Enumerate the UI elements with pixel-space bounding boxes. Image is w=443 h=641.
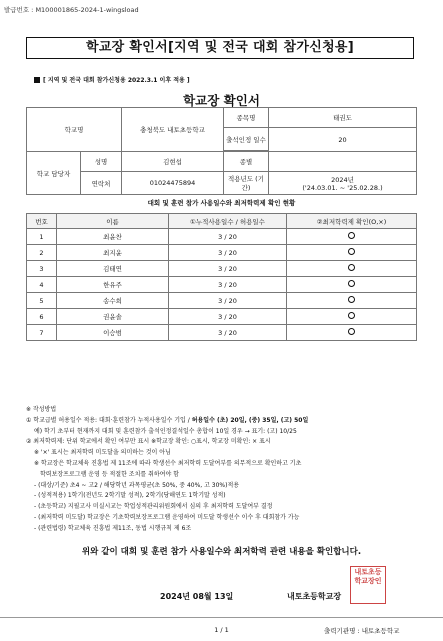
contact-label: 연락처 (81, 172, 122, 195)
issue-date: 2024년 08월 13일 (160, 592, 234, 601)
circle-icon (348, 280, 356, 288)
name-value: 김현섭 (122, 152, 224, 172)
row-check (287, 245, 417, 261)
footer-divider (0, 617, 443, 618)
row-days: 3 / 20 (169, 229, 287, 245)
row-no: 6 (27, 309, 57, 325)
circle-icon (348, 264, 356, 272)
square-bullet-icon (34, 77, 40, 83)
row-no: 2 (27, 245, 57, 261)
page-number: 1 / 1 (214, 626, 229, 634)
table-row (27, 325, 417, 341)
notes-header: ※ 작성방법 (26, 406, 57, 413)
circle-icon (348, 232, 356, 240)
contact-value: 01024475894 (122, 172, 224, 195)
notes-line: - (최저학력 미도달) 학교장은 기초학력보장프로그램 운영하여 미도달 학생선수 이수 후 대회참가 가능 (34, 513, 300, 521)
notes-line: 학력보장프로그램 운영 등 적절한 조치를 취하여야 함 (40, 470, 179, 478)
seal-text: 내토초등 학교장인 (354, 568, 382, 585)
notes-line: ※ 학교장은 학교체육 진흥법 제 11조에 따라 학생선수 최저학력 도달여부를 의무적으로 확인하고 기초 (34, 459, 302, 467)
row-name: 김태연 (57, 261, 169, 277)
year-period: ('24.03.01. ~ '25.02.28.) (302, 183, 383, 192)
row-check (287, 325, 417, 341)
notes-line-text: ① 학교급별 허용일수 적용: 대회·훈련참가 누적사용일수 기입 / (26, 416, 192, 424)
year-value: 2024년 (331, 175, 354, 184)
row-no: 3 (27, 261, 57, 277)
notice-text: [ 지역 및 전국 대회 참가신청용 2022.3.1 이후 적용 ] (43, 77, 190, 84)
year-label: 적용년도 (기간) (224, 172, 269, 195)
info-table (26, 107, 417, 195)
row-no: 7 (27, 325, 57, 341)
table-row (27, 293, 417, 309)
header-check: ②최저학력제 확인(O,×) (287, 214, 417, 229)
issue-number: 발급번호 : M100001865-2024-1-wingsload (4, 6, 139, 14)
table-row (27, 309, 417, 325)
circle-icon (348, 296, 356, 304)
notes-line: - (성적적용) 1학기(전년도 2학기말 성적), 2학기(당해연도 1학기말 성적) (34, 492, 226, 500)
row-days: 3 / 20 (169, 261, 287, 277)
notice (34, 75, 190, 84)
issuer: 출력기관명 : 내토초등학교 (324, 627, 400, 635)
notes-line: ② 최저학력제: 단위 학교에서 확인 여부만 표시 ※학교장 확인: ○표시, 학교장 미확인: × 표시 (26, 438, 271, 446)
table-row (27, 245, 417, 261)
manager-label: 학교 담당자 (27, 152, 81, 195)
row-name: 최윤찬 (57, 229, 169, 245)
school-signature: 내토초등학교장 (287, 592, 342, 601)
notes-line: - (관련법령) 학교체육 진흥법 제11조, 동법 시행규칙 제 6조 (34, 524, 192, 532)
circle-icon (348, 312, 356, 320)
event-value: 태권도 (269, 108, 417, 128)
row-name: 이승범 (57, 325, 169, 341)
notes-line (26, 416, 426, 427)
row-check (287, 261, 417, 277)
event-label: 종목명 (224, 108, 269, 128)
row-check (287, 293, 417, 309)
table-row (27, 277, 417, 293)
notes-line: - (초등학교) 지필고사 미실시교는 학업성적관리위원회에서 심의 후 최저학력 도달여부 결정 (34, 503, 273, 511)
row-days: 3 / 20 (169, 277, 287, 293)
attend-value: 20 (269, 128, 417, 152)
header-days: ①누적사용일수 / 허용일수 (169, 214, 287, 229)
table-row (27, 229, 417, 245)
row-days: 3 / 20 (169, 293, 287, 309)
row-name: 권윤솔 (57, 309, 169, 325)
row-days: 3 / 20 (169, 245, 287, 261)
school-value: 충청북도 내토초등학교 (122, 108, 224, 152)
students-table (26, 213, 417, 341)
circle-icon (348, 328, 356, 336)
table-row (27, 261, 417, 277)
students-title: 대회 및 훈련 참가 사용일수와 최저학력제 확인 현황 (147, 199, 296, 207)
name-label: 성명 (81, 152, 122, 172)
row-name: 한유주 (57, 277, 169, 293)
circle-icon (348, 248, 356, 256)
school-label: 학교명 (27, 108, 122, 152)
attend-label: 출석인정 일수 (224, 128, 269, 151)
notes-line-bold: 허용일수 (초) 20일, (중) 35일, (고) 50일 (191, 416, 309, 424)
row-check (287, 229, 417, 245)
row-check (287, 309, 417, 325)
type-value (269, 152, 417, 172)
notes-line: ※ '×' 표시는 최저학력 미도달을 의미하는 것이 아님 (34, 449, 171, 457)
row-days: 3 / 20 (169, 325, 287, 341)
row-days: 3 / 20 (169, 309, 287, 325)
type-label: 종별 (224, 152, 269, 172)
notes-line: 예) 학기 초부터 현재까지 대회 및 훈련참가 출석인정결석일수 총합이 10일 경우 → 표기: (고) 10/25 (34, 427, 297, 435)
row-no: 1 (27, 229, 57, 245)
year-cell (269, 172, 417, 195)
main-title: 학교장 확인서[지역 및 전국 대회 참가신청용] (26, 37, 414, 59)
header-no: 번호 (27, 214, 57, 229)
notes-line: - (대상/기준) 초4 ~ 고2 / 해당학년 과목평균(초 50%, 중 40%, 고 30%)적용 (34, 481, 240, 489)
row-name: 최지윤 (57, 245, 169, 261)
row-check (287, 277, 417, 293)
row-name: 송수희 (57, 293, 169, 309)
school-seal (350, 566, 386, 604)
confirm-statement: 위와 같이 대회 및 훈련 참가 사용일수와 최저학력 관련 내용을 확인합니다. (81, 547, 362, 557)
document-title: 학교장 확인서 (183, 93, 260, 108)
notes (26, 405, 426, 535)
row-no: 4 (27, 277, 57, 293)
row-no: 5 (27, 293, 57, 309)
header-name: 이름 (57, 214, 169, 229)
